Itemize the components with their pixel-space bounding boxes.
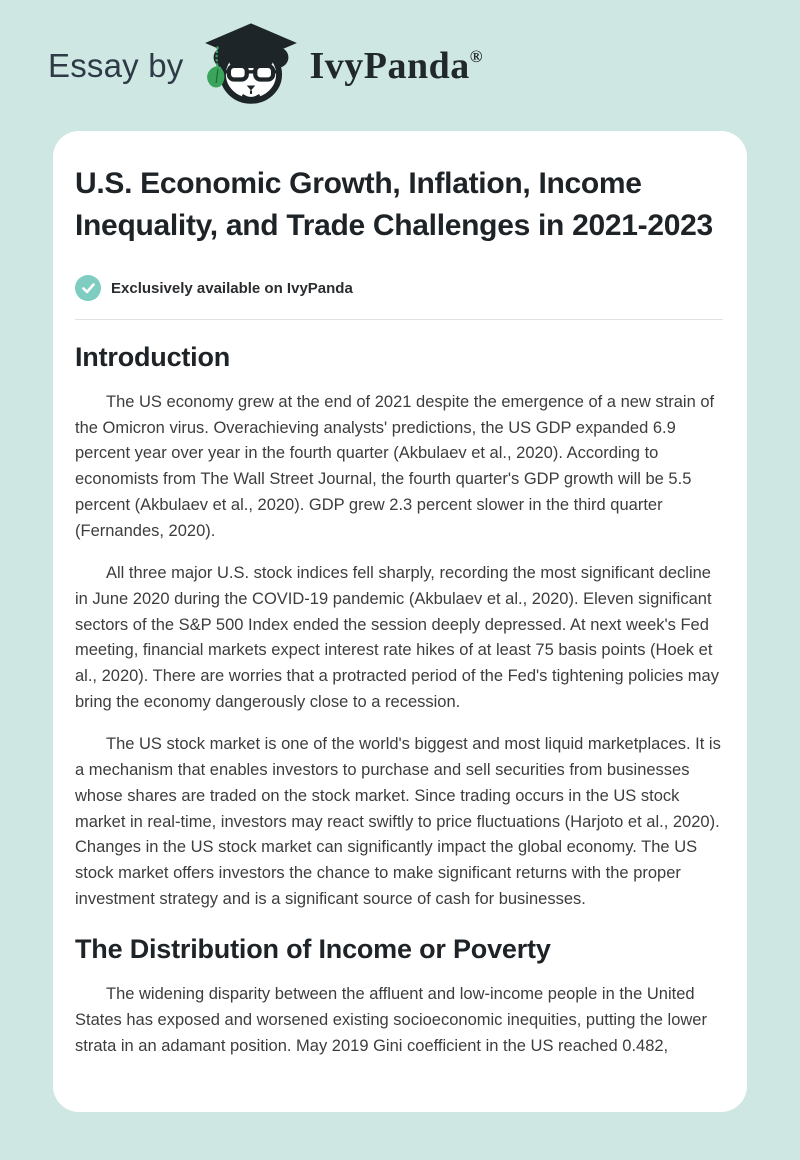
divider [75, 319, 723, 320]
registered-mark: ® [469, 46, 483, 66]
paragraph: All three major U.S. stock indices fell sharply, recording the most significant decline in June 2020 during the COVID-19 pandemic (Akbulaev et al., 2020). Eleven significant sectors of the S&P 500 Index ended the session deeply depressed. At next week's Fed meeting, financial markets expect interest rate hikes of at least 75 basis points (Hoek et al., 2020). There are worries that a protracted period of the Fed's tightening policies may bring the economy dangerously close to a recession. [75, 564, 719, 711]
brand-wordmark [310, 44, 483, 88]
page-header [0, 0, 800, 131]
availability-text: Exclusively available on IvyPanda [111, 279, 353, 297]
essay-card [53, 131, 747, 1112]
essay-by-label: Essay by [48, 46, 184, 84]
paragraph: The US stock market is one of the world's biggest and most liquid marketplaces. It is a mechanism that enables investors to purchase and sell securities from businesses whose shares are traded on the stock market. Since trading occurs in the US stock market in real-time, investors may react swiftly to price fluctuations (Harjoto et al., 2020). Changes in the US stock market can significantly impact the global economy. The US stock market offers investors the chance to make significant returns with the proper investment strategy and is a significant source of cash for businesses. [75, 735, 721, 908]
check-icon [75, 275, 101, 301]
section-heading-income-distribution: The Distribution of Income or Poverty [75, 934, 551, 965]
brand-name: IvyPanda [309, 44, 470, 87]
paragraph: The widening disparity between the affluent and low-income people in the United States has exposed and worsened existing socioeconomic inequities, putting the lower strata in an adamant position. May 2019 Gini coefficient in the US reached 0.482, [75, 985, 707, 1055]
panda-graduate-icon [200, 20, 302, 108]
paragraph: The US economy grew at the end of 2021 despite the emergence of a new strain of the Omicron virus. Overachieving analysts' predictions, the US GDP expanded 6.9 percent year over year in the fourth quarter (Akbulaev et al., 2020). According to economists from The Wall Street Journal, the fourth quarter's GDP growth will be 5.5 percent (Akbulaev et al., 2020). GDP grew 2.3 percent slower in the third quarter (Fernandes, 2020). [75, 393, 715, 540]
section-heading-introduction: Introduction [75, 342, 231, 372]
essay-title: U.S. Economic Growth, Inflation, Income Inequality, and Trade Challenges in 2021-2023 [75, 167, 713, 242]
availability-badge [75, 275, 723, 301]
